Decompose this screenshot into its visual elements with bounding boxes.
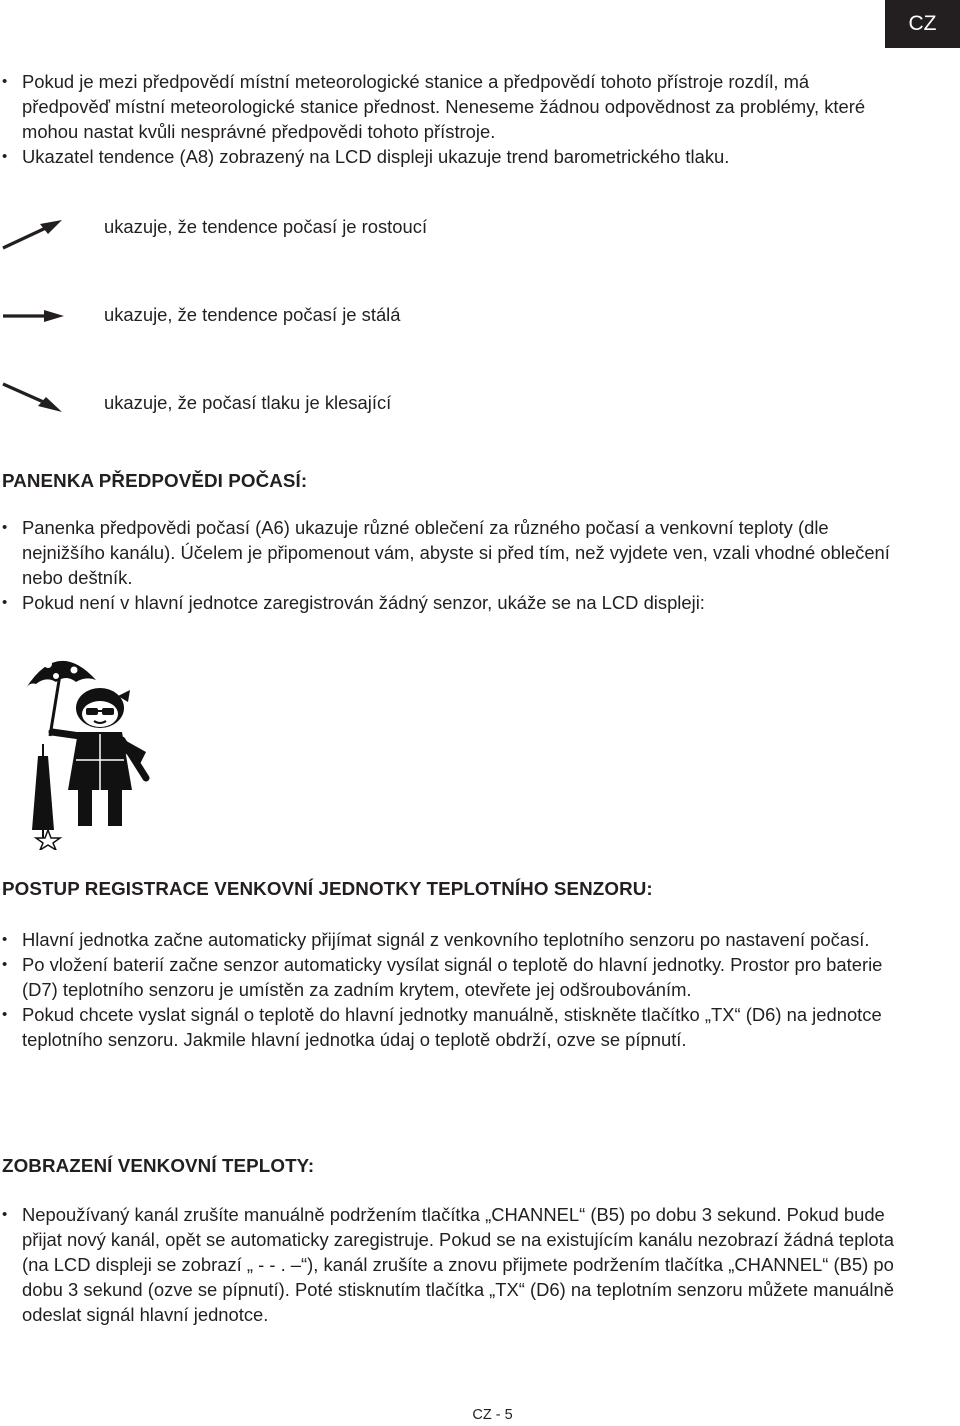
list-item: • Ukazatel tendence (A8) zobrazený na LCD displeji ukazuje trend barometrického tlaku.: [0, 144, 900, 169]
intro-list: [0, 69, 900, 169]
arrow-up-right-icon: [0, 212, 64, 252]
trend-label: ukazuje, že tendence počasí je stálá: [104, 304, 401, 325]
list-item: • Pokud chcete vyslat signál o teplotě do hlavní jednotky manuálně, stiskněte tlačítko „TX“ (D6) na jednotce teplotního senzoru. Jakmile hlavní jednotka údaj o teplotě obdrží, ozve se pípnutí.: [0, 1002, 900, 1052]
section-heading: PANENKA PŘEDPOVĚDI POČASÍ:: [2, 470, 308, 491]
doll-list: [0, 515, 900, 615]
arrow-down-right-icon: [0, 380, 64, 420]
list-item: • Pokud je mezi předpovědí místní meteorologické stanice a předpovědí tohoto přístroje rozdíl, má předpověď místní meteorologické stanice přednost. Neneseme žádnou odpovědnost za problémy, které mohou nastat kvůli nesprávné předpovědi tohoto přístroje.: [0, 69, 900, 144]
trend-label: ukazuje, že počasí tlaku je klesající: [104, 392, 392, 413]
list-item: • Nepoužívaný kanál zrušíte manuálně podržením tlačítka „CHANNEL“ (B5) po dobu 3 sekund. Pokud bude přijat nový kanál, opět se automaticky zaregistruje. Pokud se na existujícím kanálu nezobrazí žádná teplota (na LCD displeji se zobrazí „ - - . –“), kanál zrušíte a znovu přijmete podržením tlačítka „CHANNEL“ (B5) po dobu 3 sekund (ozve se pípnutí). Poté stisknutím tlačítka „TX“ (D6) na teplotním senzoru můžete manuálně odeslat signál hlavní jednotce.: [0, 1202, 900, 1327]
weather-doll-umbrella-icon: [18, 640, 168, 850]
arrow-right-icon: [0, 296, 66, 336]
outdoor-list: [0, 1202, 900, 1327]
list-item: • Pokud není v hlavní jednotce zaregistrován žádný senzor, ukáže se na LCD displeji:: [0, 590, 900, 615]
trend-steady: [0, 296, 900, 356]
list-item: • Hlavní jednotka začne automaticky přijímat signál z venkovního teplotního senzoru po nastavení počasí.: [0, 927, 900, 952]
list-item: • Po vložení baterií začne senzor automaticky vysílat signál o teplotě do hlavní jednotky. Prostor pro baterie (D7) teplotního senzoru je umístěn za zadním krytem, otevřete jej odšroubováním.: [0, 952, 900, 1002]
list-item: • Panenka předpovědi počasí (A6) ukazuje různé oblečení za různého počasí a venkovní teploty (dle nejnižšího kanálu). Účelem je připomenout vám, abyste si před tím, než vyjdete ven, vzali vhodné oblečení nebo deštník.: [0, 515, 900, 590]
page-number: CZ - 5: [472, 1407, 513, 1423]
section-heading: POSTUP REGISTRACE VENKOVNÍ JEDNOTKY TEPLOTNÍHO SENZORU:: [2, 878, 653, 899]
trend-label: ukazuje, že tendence počasí je rostoucí: [104, 216, 428, 237]
register-list: [0, 927, 900, 1052]
section-heading: ZOBRAZENÍ VENKOVNÍ TEPLOTY:: [2, 1155, 315, 1176]
trend-falling: [0, 378, 900, 438]
trend-rising: [0, 206, 900, 266]
language-tab: CZ: [885, 0, 960, 48]
